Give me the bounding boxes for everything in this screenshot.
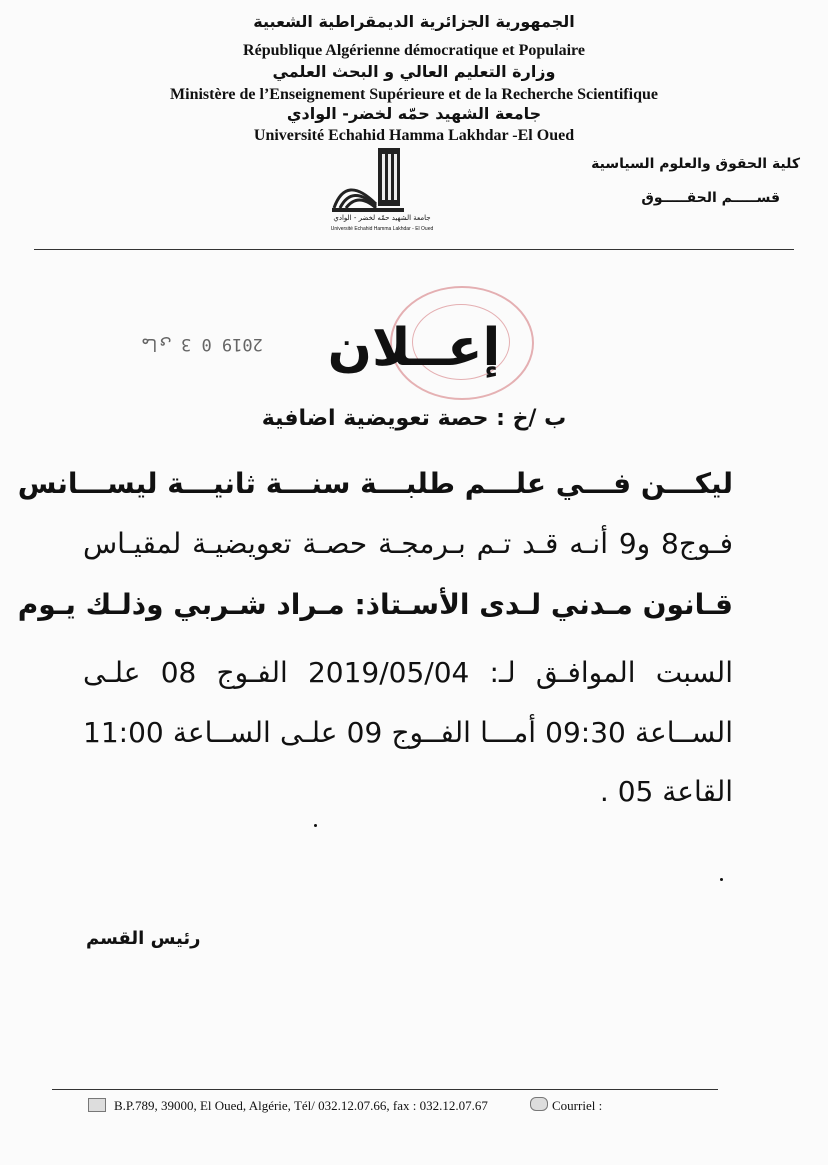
logo-caption-ar: جامعة الشهيد حمّه لخضر - الوادي [333,214,431,222]
body-line-6: القاعة 05 . [599,775,733,808]
footer-divider [52,1089,718,1090]
announcement-title: إعــلان [327,318,501,378]
mailbox-icon [88,1098,106,1112]
footer-courriel: Courriel : [552,1098,603,1113]
header-university-fr: Université Echahid Hamma Lakhdar -El Oued [253,127,575,144]
header-ministry-ar: وزارة التعليم العالي و البحث العلمي [272,62,556,81]
signature-label: رئيس القسم [86,928,201,949]
body-line-1: ليكـــن فـــي علـــم طلبـــة سنـــة ثانيـــة ليســـانس [17,467,733,500]
body-line-5: الســاعة 09:30 أمـــا الفــوج 09 علـى الســاعة 11:00 [83,716,733,749]
header-republic-ar: الجمهورية الجزائرية الديمقراطية الشعبية [253,12,575,31]
announcement-subject: ب /خ : حصة تعويضية اضافية [261,406,567,431]
body-line-4: السبت الموافـق لـ: 2019/05/04 الفـوج 08 علـى [83,656,733,689]
logo-caption-fr: Université Echahid Hamma Lakhdar - El Oued [330,226,434,232]
header-divider [34,249,794,250]
stray-dot [720,878,723,881]
footer-address: B.P.789, 39000, El Oued, Algérie, Tél/ 032.12.07.66, fax : 032.12.07.67 [114,1098,488,1113]
header-ministry-fr: Ministère de l’Enseignement Supérieure et de la Recherche Scientifique [170,86,658,103]
stray-dot [314,824,317,827]
date-stamp: 2019 مای 3 0 [140,334,263,354]
header-republic-fr: République Algérienne démocratique et Populaire [243,42,585,59]
department-name: قســـــم الحقـــــوق [641,190,780,206]
header-university-ar: جامعة الشهيد حمّه لخضر- الوادي [286,104,542,123]
body-line-2: فـوج8 و9 أنـه قـد تـم بـرمجـة حصـة تعويضيـة لمقيـاس [83,527,733,560]
faculty-name: كلية الحقوق والعلوم السياسية [591,156,800,172]
body-line-3: قـانون مـدني لـدى الأسـتاذ: مـراد شـربي وذلـك يـوم [17,588,733,621]
email-icon [530,1097,548,1111]
university-logo [326,144,438,240]
